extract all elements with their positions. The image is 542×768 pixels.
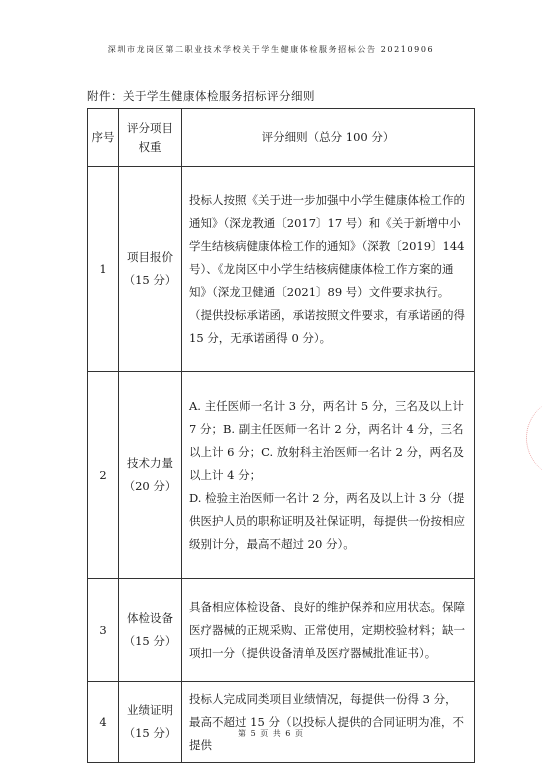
header-item-line2: 权重	[138, 139, 162, 154]
row-detail	[182, 579, 475, 682]
row-no: 4	[88, 682, 119, 763]
row-detail	[182, 682, 475, 763]
row-item-weight: （15 分）	[123, 634, 177, 648]
row-item	[119, 682, 182, 763]
table-row	[88, 682, 475, 763]
row-item-name: 项目报价	[127, 250, 173, 264]
attachment-title: 附件：关于学生健康体检服务招标评分细则	[87, 89, 315, 103]
page-number: 第 5 页 共 6 页	[238, 729, 304, 738]
detail-paragraph: 投标人按照《关于进一步加强中小学生健康体检工作的通知》（深龙教通〔2017〕17 号）和《关于新增中小学生结核病健康体检工作的通知》（深教〔2019〕144 号）、《龙岗区中小学生结核病健康体检工作方案的通知》（深龙卫健通〔2021〕89 号）文件要求执行。（提供投标承诺函，承诺按照文件要求，有承诺函的得 15 分，无承诺函得 0 分）。	[189, 192, 465, 345]
row-item	[119, 372, 182, 579]
header-item	[119, 109, 182, 167]
detail-paragraph: 具备相应体检设备、良好的维护保养和应用状态。保障医疗器械的正规采购、正常使用，定期校验材料；缺一项扣一分（提供设备清单及医疗器械批准证书）。	[189, 599, 465, 660]
row-item-weight: （20 分）	[123, 479, 177, 493]
row-detail	[182, 372, 475, 579]
table-header-row	[88, 109, 475, 167]
seal-stamp-edge	[526, 398, 542, 478]
header-item-line1: 评分项目	[127, 120, 173, 135]
table-row	[88, 372, 475, 579]
table-row	[88, 579, 475, 682]
header-detail: 评分细则（总分 100 分）	[182, 109, 475, 167]
detail-paragraph: 投标人完成同类项目业绩情况，每提供一份得 3 分，最高不超过 15 分（以投标人提供的合同证明为准，不提供	[189, 692, 464, 752]
row-item-name: 体检设备	[127, 611, 173, 625]
row-item-weight: （15 分）	[123, 726, 177, 740]
row-detail	[182, 167, 475, 372]
detail-paragraph: A. 主任医师一名计 3 分，两名计 5 分，三名及以上计 7 分；B. 副主任医师一名计 2 分，两名计 4 分，三名以上计 6 分；C. 放射科主治医师一名计 2 分，两名及以上计 4 分；	[189, 398, 464, 482]
detail-paragraph: D. 检验主治医师一名计 2 分，两名及以上计 3 分（提供医护人员的职称证明及社保证明，每提供一份按相应级别计分，最高不超过 20 分）。	[189, 490, 465, 551]
row-item	[119, 167, 182, 372]
row-no: 2	[88, 372, 119, 579]
scoring-table	[87, 108, 475, 763]
row-item-weight: （15 分）	[123, 273, 177, 287]
row-no: 1	[88, 167, 119, 372]
row-item	[119, 579, 182, 682]
table-row	[88, 167, 475, 372]
row-no: 3	[88, 579, 119, 682]
document-header: 深圳市龙岗区第二职业技术学校关于学生健康体检服务招标公告 20210906	[107, 45, 435, 54]
header-no: 序号	[88, 109, 119, 167]
row-item-name: 技术力量	[127, 456, 173, 470]
row-item-name: 业绩证明	[127, 703, 173, 717]
